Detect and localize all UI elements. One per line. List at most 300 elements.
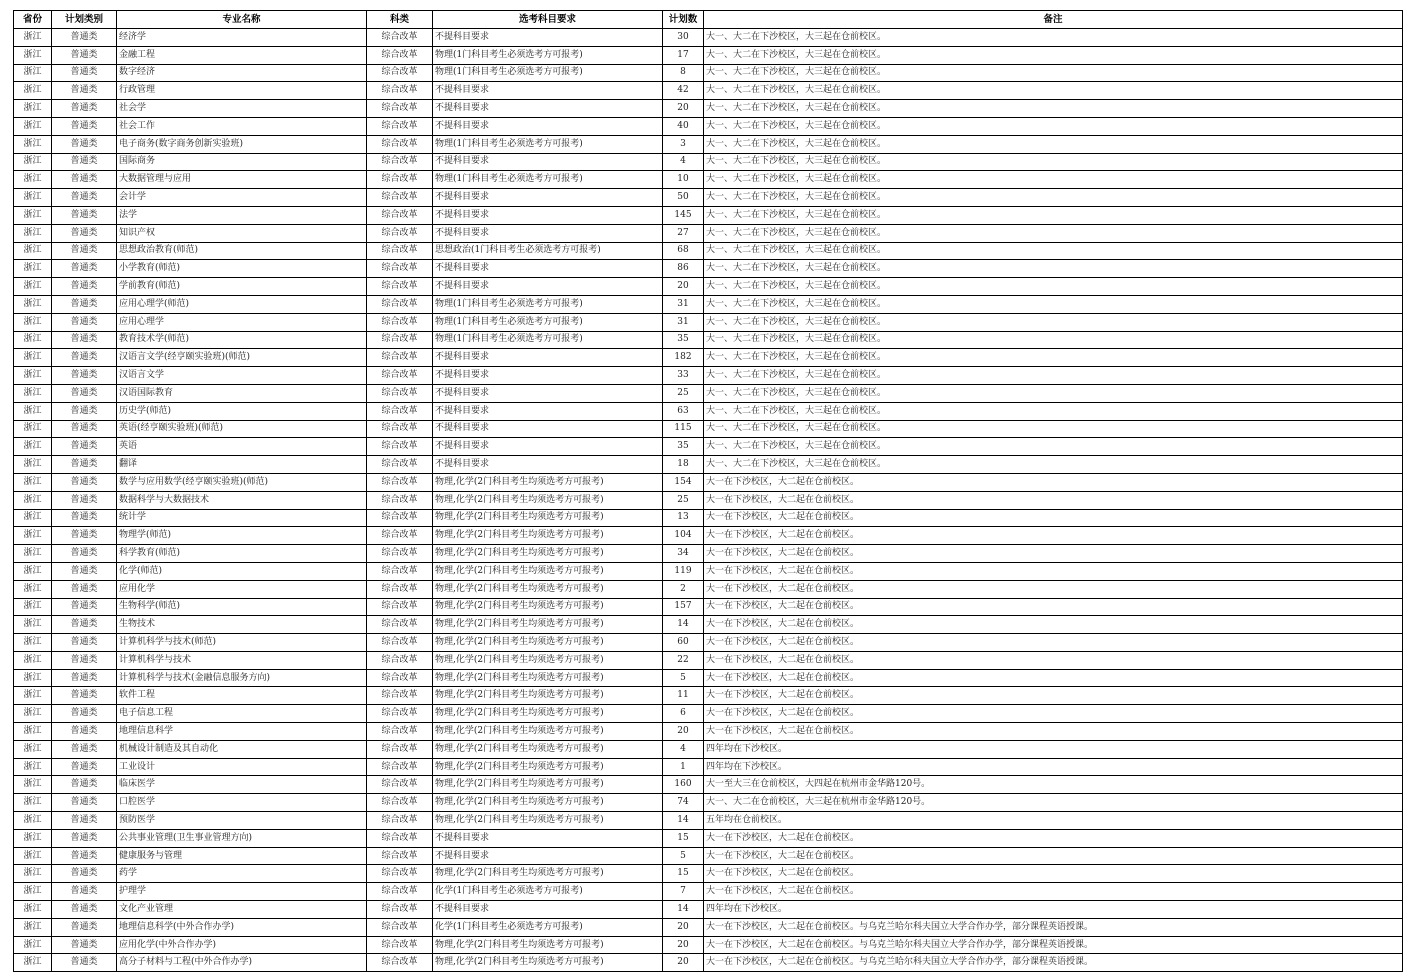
cell-province: 浙江	[14, 153, 52, 171]
cell-plan-category: 普通类	[52, 705, 117, 723]
cell-subject-type: 综合改革	[367, 562, 433, 580]
cell-subject-requirement: 物理(1门科目考生必须选考方可报考)	[433, 295, 663, 313]
cell-subject-type: 综合改革	[367, 545, 433, 563]
cell-subject-type: 综合改革	[367, 331, 433, 349]
cell-subject-requirement: 物理,化学(2门科目考生均须选考方可报考)	[433, 669, 663, 687]
table-row	[14, 295, 1403, 313]
cell-province: 浙江	[14, 349, 52, 367]
cell-remarks: 大一、大二在仓前校区，大三起在杭州市金华路120号。	[704, 794, 1403, 812]
header-major-name: 专业名称	[117, 11, 367, 29]
cell-plan-category: 普通类	[52, 651, 117, 669]
cell-subject-requirement: 物理,化学(2门科目考生均须选考方可报考)	[433, 562, 663, 580]
cell-province: 浙江	[14, 883, 52, 901]
cell-remarks: 大一在下沙校区，大二起在仓前校区。	[704, 865, 1403, 883]
cell-major-name: 应用化学	[117, 580, 367, 598]
cell-plan-category: 普通类	[52, 954, 117, 972]
table-row	[14, 189, 1403, 207]
cell-major-name: 机械设计制造及其自动化	[117, 740, 367, 758]
cell-subject-type: 综合改革	[367, 758, 433, 776]
table-row	[14, 242, 1403, 260]
table-row	[14, 135, 1403, 153]
cell-plan-count: 5	[663, 669, 704, 687]
cell-remarks: 大一、大二在下沙校区，大三起在仓前校区。	[704, 349, 1403, 367]
header-plan-count: 计划数	[663, 11, 704, 29]
cell-subject-type: 综合改革	[367, 491, 433, 509]
cell-remarks: 大一在下沙校区，大二起在仓前校区。	[704, 545, 1403, 563]
cell-province: 浙江	[14, 402, 52, 420]
cell-subject-type: 综合改革	[367, 527, 433, 545]
cell-major-name: 小学教育(师范)	[117, 260, 367, 278]
cell-plan-count: 15	[663, 865, 704, 883]
cell-plan-count: 11	[663, 687, 704, 705]
cell-major-name: 计算机科学与技术	[117, 651, 367, 669]
cell-subject-type: 综合改革	[367, 384, 433, 402]
cell-subject-type: 综合改革	[367, 740, 433, 758]
cell-plan-category: 普通类	[52, 29, 117, 47]
cell-major-name: 电子商务(数字商务创新实验班)	[117, 135, 367, 153]
cell-major-name: 文化产业管理	[117, 901, 367, 919]
cell-remarks: 大一、大二在下沙校区，大三起在仓前校区。	[704, 402, 1403, 420]
table-row	[14, 171, 1403, 189]
cell-province: 浙江	[14, 46, 52, 64]
table-row	[14, 651, 1403, 669]
cell-province: 浙江	[14, 527, 52, 545]
cell-plan-count: 160	[663, 776, 704, 794]
table-row	[14, 64, 1403, 82]
cell-remarks: 大一、大二在下沙校区，大三起在仓前校区。	[704, 420, 1403, 438]
cell-major-name: 电子信息工程	[117, 705, 367, 723]
cell-subject-type: 综合改革	[367, 776, 433, 794]
cell-remarks: 四年均在下沙校区。	[704, 901, 1403, 919]
cell-plan-category: 普通类	[52, 812, 117, 830]
table-body	[14, 29, 1403, 972]
cell-major-name: 地理信息科学(中外合作办学)	[117, 918, 367, 936]
cell-subject-type: 综合改革	[367, 651, 433, 669]
cell-subject-requirement: 物理,化学(2门科目考生均须选考方可报考)	[433, 473, 663, 491]
cell-plan-category: 普通类	[52, 740, 117, 758]
table-row	[14, 82, 1403, 100]
cell-subject-type: 综合改革	[367, 473, 433, 491]
table-row	[14, 740, 1403, 758]
cell-major-name: 社会工作	[117, 117, 367, 135]
cell-subject-requirement: 不提科目要求	[433, 153, 663, 171]
cell-plan-count: 68	[663, 242, 704, 260]
table-row	[14, 723, 1403, 741]
table-row	[14, 598, 1403, 616]
cell-subject-type: 综合改革	[367, 829, 433, 847]
cell-plan-category: 普通类	[52, 420, 117, 438]
cell-subject-requirement: 不提科目要求	[433, 349, 663, 367]
cell-plan-category: 普通类	[52, 545, 117, 563]
cell-plan-count: 27	[663, 224, 704, 242]
cell-subject-requirement: 不提科目要求	[433, 384, 663, 402]
cell-plan-count: 35	[663, 438, 704, 456]
cell-remarks: 大一在下沙校区，大二起在仓前校区。	[704, 651, 1403, 669]
header-subject-requirement: 选考科目要求	[433, 11, 663, 29]
cell-subject-requirement: 不提科目要求	[433, 117, 663, 135]
cell-province: 浙江	[14, 313, 52, 331]
cell-plan-count: 20	[663, 100, 704, 118]
table-row	[14, 545, 1403, 563]
cell-remarks: 大一在下沙校区，大二起在仓前校区。	[704, 473, 1403, 491]
cell-plan-category: 普通类	[52, 100, 117, 118]
cell-major-name: 数据科学与大数据技术	[117, 491, 367, 509]
cell-subject-requirement: 不提科目要求	[433, 82, 663, 100]
cell-plan-count: 17	[663, 46, 704, 64]
cell-subject-type: 综合改革	[367, 456, 433, 474]
cell-remarks: 大一在下沙校区，大二起在仓前校区。与乌克兰哈尔科夫国立大学合作办学，部分课程英语授课。	[704, 954, 1403, 972]
cell-province: 浙江	[14, 562, 52, 580]
cell-subject-requirement: 不提科目要求	[433, 438, 663, 456]
cell-plan-category: 普通类	[52, 206, 117, 224]
cell-remarks: 大一、大二在下沙校区，大三起在仓前校区。	[704, 242, 1403, 260]
cell-plan-count: 7	[663, 883, 704, 901]
cell-plan-category: 普通类	[52, 794, 117, 812]
cell-subject-requirement: 不提科目要求	[433, 224, 663, 242]
table-row	[14, 384, 1403, 402]
cell-subject-type: 综合改革	[367, 794, 433, 812]
cell-plan-category: 普通类	[52, 865, 117, 883]
cell-subject-requirement: 不提科目要求	[433, 260, 663, 278]
cell-subject-type: 综合改革	[367, 46, 433, 64]
cell-plan-count: 74	[663, 794, 704, 812]
cell-subject-requirement: 物理,化学(2门科目考生均须选考方可报考)	[433, 509, 663, 527]
cell-plan-category: 普通类	[52, 758, 117, 776]
cell-remarks: 大一在下沙校区，大二起在仓前校区。与乌克兰哈尔科夫国立大学合作办学，部分课程英语授课。	[704, 936, 1403, 954]
cell-province: 浙江	[14, 384, 52, 402]
table-row	[14, 901, 1403, 919]
cell-remarks: 大一在下沙校区，大二起在仓前校区。	[704, 687, 1403, 705]
cell-province: 浙江	[14, 438, 52, 456]
cell-plan-count: 6	[663, 705, 704, 723]
cell-plan-count: 42	[663, 82, 704, 100]
cell-plan-category: 普通类	[52, 153, 117, 171]
cell-major-name: 化学(师范)	[117, 562, 367, 580]
table-row	[14, 260, 1403, 278]
cell-major-name: 社会学	[117, 100, 367, 118]
cell-major-name: 生物科学(师范)	[117, 598, 367, 616]
table-row	[14, 491, 1403, 509]
table-row	[14, 687, 1403, 705]
cell-major-name: 翻译	[117, 456, 367, 474]
cell-province: 浙江	[14, 135, 52, 153]
cell-subject-requirement: 物理,化学(2门科目考生均须选考方可报考)	[433, 491, 663, 509]
cell-plan-count: 63	[663, 402, 704, 420]
cell-major-name: 英语(经亨颐实验班)(师范)	[117, 420, 367, 438]
cell-major-name: 药学	[117, 865, 367, 883]
cell-province: 浙江	[14, 705, 52, 723]
cell-remarks: 大一、大二在下沙校区，大三起在仓前校区。	[704, 46, 1403, 64]
cell-remarks: 大一、大二在下沙校区，大三起在仓前校区。	[704, 224, 1403, 242]
cell-remarks: 大一在下沙校区，大二起在仓前校区。	[704, 634, 1403, 652]
cell-subject-type: 综合改革	[367, 278, 433, 296]
cell-plan-category: 普通类	[52, 295, 117, 313]
cell-province: 浙江	[14, 794, 52, 812]
cell-subject-type: 综合改革	[367, 705, 433, 723]
cell-province: 浙江	[14, 491, 52, 509]
cell-plan-category: 普通类	[52, 687, 117, 705]
cell-plan-category: 普通类	[52, 456, 117, 474]
table-row	[14, 580, 1403, 598]
cell-subject-type: 综合改革	[367, 260, 433, 278]
cell-province: 浙江	[14, 651, 52, 669]
cell-remarks: 大一在下沙校区，大二起在仓前校区。	[704, 829, 1403, 847]
cell-plan-count: 14	[663, 901, 704, 919]
cell-remarks: 大一、大二在下沙校区，大三起在仓前校区。	[704, 456, 1403, 474]
cell-plan-count: 50	[663, 189, 704, 207]
cell-plan-count: 20	[663, 278, 704, 296]
cell-plan-count: 33	[663, 367, 704, 385]
cell-plan-category: 普通类	[52, 64, 117, 82]
cell-subject-requirement: 不提科目要求	[433, 206, 663, 224]
cell-subject-requirement: 不提科目要求	[433, 420, 663, 438]
cell-plan-category: 普通类	[52, 509, 117, 527]
cell-subject-type: 综合改革	[367, 295, 433, 313]
table-row	[14, 278, 1403, 296]
cell-subject-type: 综合改革	[367, 135, 433, 153]
cell-province: 浙江	[14, 723, 52, 741]
cell-major-name: 法学	[117, 206, 367, 224]
cell-remarks: 大一在下沙校区，大二起在仓前校区。	[704, 491, 1403, 509]
cell-major-name: 公共事业管理(卫生事业管理方向)	[117, 829, 367, 847]
cell-subject-type: 综合改革	[367, 189, 433, 207]
cell-subject-type: 综合改革	[367, 100, 433, 118]
cell-plan-category: 普通类	[52, 776, 117, 794]
cell-subject-requirement: 不提科目要求	[433, 901, 663, 919]
cell-remarks: 大一在下沙校区，大二起在仓前校区。	[704, 705, 1403, 723]
cell-major-name: 知识产权	[117, 224, 367, 242]
cell-major-name: 教育技术学(师范)	[117, 331, 367, 349]
table-row	[14, 669, 1403, 687]
cell-province: 浙江	[14, 331, 52, 349]
cell-plan-count: 25	[663, 491, 704, 509]
cell-subject-requirement: 物理,化学(2门科目考生均须选考方可报考)	[433, 740, 663, 758]
cell-subject-requirement: 物理,化学(2门科目考生均须选考方可报考)	[433, 936, 663, 954]
cell-major-name: 汉语言文学(经亨颐实验班)(师范)	[117, 349, 367, 367]
cell-subject-type: 综合改革	[367, 153, 433, 171]
cell-plan-count: 1	[663, 758, 704, 776]
cell-plan-count: 20	[663, 723, 704, 741]
table-row	[14, 883, 1403, 901]
cell-province: 浙江	[14, 829, 52, 847]
cell-plan-category: 普通类	[52, 883, 117, 901]
cell-remarks: 大一在下沙校区，大二起在仓前校区。	[704, 598, 1403, 616]
cell-subject-type: 综合改革	[367, 509, 433, 527]
cell-remarks: 大一、大二在下沙校区，大三起在仓前校区。	[704, 82, 1403, 100]
cell-major-name: 高分子材料与工程(中外合作办学)	[117, 954, 367, 972]
cell-plan-count: 14	[663, 812, 704, 830]
cell-plan-count: 86	[663, 260, 704, 278]
cell-subject-requirement: 思想政治(1门科目考生必须选考方可报考)	[433, 242, 663, 260]
cell-plan-category: 普通类	[52, 723, 117, 741]
cell-remarks: 大一、大二在下沙校区，大三起在仓前校区。	[704, 29, 1403, 47]
cell-province: 浙江	[14, 367, 52, 385]
cell-major-name: 应用化学(中外合作办学)	[117, 936, 367, 954]
table-row	[14, 473, 1403, 491]
cell-subject-type: 综合改革	[367, 171, 433, 189]
cell-remarks: 大一在下沙校区，大二起在仓前校区。	[704, 669, 1403, 687]
cell-major-name: 口腔医学	[117, 794, 367, 812]
table-row	[14, 456, 1403, 474]
cell-remarks: 大一在下沙校区，大二起在仓前校区。	[704, 616, 1403, 634]
cell-major-name: 应用心理学(师范)	[117, 295, 367, 313]
cell-province: 浙江	[14, 295, 52, 313]
cell-major-name: 会计学	[117, 189, 367, 207]
cell-remarks: 大一至大三在仓前校区，大四起在杭州市金华路120号。	[704, 776, 1403, 794]
cell-subject-requirement: 不提科目要求	[433, 278, 663, 296]
cell-subject-type: 综合改革	[367, 812, 433, 830]
cell-province: 浙江	[14, 456, 52, 474]
cell-plan-category: 普通类	[52, 117, 117, 135]
cell-plan-category: 普通类	[52, 135, 117, 153]
table-row	[14, 865, 1403, 883]
cell-plan-category: 普通类	[52, 260, 117, 278]
cell-plan-count: 35	[663, 331, 704, 349]
cell-province: 浙江	[14, 812, 52, 830]
cell-subject-type: 综合改革	[367, 598, 433, 616]
cell-subject-requirement: 物理(1门科目考生必须选考方可报考)	[433, 64, 663, 82]
cell-subject-requirement: 物理,化学(2门科目考生均须选考方可报考)	[433, 954, 663, 972]
cell-major-name: 统计学	[117, 509, 367, 527]
cell-major-name: 预防医学	[117, 812, 367, 830]
cell-plan-count: 119	[663, 562, 704, 580]
cell-province: 浙江	[14, 206, 52, 224]
table-row	[14, 117, 1403, 135]
cell-plan-category: 普通类	[52, 349, 117, 367]
cell-subject-requirement: 物理,化学(2门科目考生均须选考方可报考)	[433, 527, 663, 545]
cell-province: 浙江	[14, 278, 52, 296]
cell-province: 浙江	[14, 171, 52, 189]
table-row	[14, 954, 1403, 972]
cell-province: 浙江	[14, 936, 52, 954]
table-row	[14, 313, 1403, 331]
table-row	[14, 936, 1403, 954]
cell-remarks: 大一、大二在下沙校区，大三起在仓前校区。	[704, 171, 1403, 189]
table-row	[14, 206, 1403, 224]
cell-subject-requirement: 物理,化学(2门科目考生均须选考方可报考)	[433, 580, 663, 598]
cell-plan-count: 30	[663, 29, 704, 47]
cell-plan-count: 182	[663, 349, 704, 367]
cell-plan-category: 普通类	[52, 598, 117, 616]
table-row	[14, 705, 1403, 723]
cell-remarks: 大一、大二在下沙校区，大三起在仓前校区。	[704, 117, 1403, 135]
cell-province: 浙江	[14, 29, 52, 47]
cell-plan-count: 18	[663, 456, 704, 474]
cell-province: 浙江	[14, 918, 52, 936]
cell-subject-type: 综合改革	[367, 367, 433, 385]
cell-province: 浙江	[14, 758, 52, 776]
cell-plan-category: 普通类	[52, 438, 117, 456]
cell-plan-category: 普通类	[52, 634, 117, 652]
cell-major-name: 大数据管理与应用	[117, 171, 367, 189]
cell-major-name: 科学教育(师范)	[117, 545, 367, 563]
cell-province: 浙江	[14, 634, 52, 652]
cell-province: 浙江	[14, 954, 52, 972]
table-row	[14, 794, 1403, 812]
cell-plan-category: 普通类	[52, 616, 117, 634]
cell-major-name: 计算机科学与技术(金融信息服务方向)	[117, 669, 367, 687]
cell-plan-category: 普通类	[52, 847, 117, 865]
cell-province: 浙江	[14, 473, 52, 491]
table-row	[14, 562, 1403, 580]
cell-remarks: 大一、大二在下沙校区，大三起在仓前校区。	[704, 438, 1403, 456]
cell-subject-requirement: 不提科目要求	[433, 402, 663, 420]
cell-plan-count: 15	[663, 829, 704, 847]
table-row	[14, 402, 1403, 420]
cell-remarks: 大一、大二在下沙校区，大三起在仓前校区。	[704, 100, 1403, 118]
cell-subject-requirement: 化学(1门科目考生必须选考方可报考)	[433, 918, 663, 936]
cell-major-name: 历史学(师范)	[117, 402, 367, 420]
table-row	[14, 509, 1403, 527]
cell-subject-requirement: 物理(1门科目考生必须选考方可报考)	[433, 313, 663, 331]
cell-province: 浙江	[14, 580, 52, 598]
table-row	[14, 758, 1403, 776]
table-row	[14, 438, 1403, 456]
table-row	[14, 847, 1403, 865]
cell-subject-type: 综合改革	[367, 117, 433, 135]
cell-province: 浙江	[14, 598, 52, 616]
cell-plan-count: 4	[663, 153, 704, 171]
cell-subject-requirement: 物理,化学(2门科目考生均须选考方可报考)	[433, 545, 663, 563]
cell-plan-count: 14	[663, 616, 704, 634]
cell-plan-count: 13	[663, 509, 704, 527]
cell-major-name: 物理学(师范)	[117, 527, 367, 545]
cell-province: 浙江	[14, 865, 52, 883]
cell-subject-type: 综合改革	[367, 224, 433, 242]
cell-subject-type: 综合改革	[367, 669, 433, 687]
cell-remarks: 大一、大二在下沙校区，大三起在仓前校区。	[704, 331, 1403, 349]
cell-subject-type: 综合改革	[367, 402, 433, 420]
cell-remarks: 大一、大二在下沙校区，大三起在仓前校区。	[704, 367, 1403, 385]
cell-province: 浙江	[14, 260, 52, 278]
cell-subject-requirement: 不提科目要求	[433, 847, 663, 865]
cell-plan-category: 普通类	[52, 242, 117, 260]
table-row	[14, 46, 1403, 64]
cell-major-name: 国际商务	[117, 153, 367, 171]
cell-remarks: 大一在下沙校区，大二起在仓前校区。	[704, 562, 1403, 580]
cell-plan-count: 157	[663, 598, 704, 616]
cell-subject-requirement: 不提科目要求	[433, 29, 663, 47]
cell-plan-category: 普通类	[52, 829, 117, 847]
cell-subject-type: 综合改革	[367, 634, 433, 652]
cell-subject-type: 综合改革	[367, 687, 433, 705]
cell-province: 浙江	[14, 776, 52, 794]
cell-major-name: 金融工程	[117, 46, 367, 64]
cell-major-name: 经济学	[117, 29, 367, 47]
cell-major-name: 行政管理	[117, 82, 367, 100]
cell-major-name: 计算机科学与技术(师范)	[117, 634, 367, 652]
cell-major-name: 地理信息科学	[117, 723, 367, 741]
cell-province: 浙江	[14, 64, 52, 82]
table-row	[14, 100, 1403, 118]
cell-province: 浙江	[14, 687, 52, 705]
table-row	[14, 918, 1403, 936]
cell-plan-category: 普通类	[52, 527, 117, 545]
cell-plan-category: 普通类	[52, 171, 117, 189]
table-row	[14, 776, 1403, 794]
cell-subject-type: 综合改革	[367, 954, 433, 972]
cell-major-name: 学前教育(师范)	[117, 278, 367, 296]
cell-plan-category: 普通类	[52, 224, 117, 242]
cell-remarks: 大一在下沙校区，大二起在仓前校区。	[704, 883, 1403, 901]
cell-plan-category: 普通类	[52, 278, 117, 296]
table-row	[14, 153, 1403, 171]
cell-subject-requirement: 物理(1门科目考生必须选考方可报考)	[433, 171, 663, 189]
cell-remarks: 大一、大二在下沙校区，大三起在仓前校区。	[704, 189, 1403, 207]
cell-province: 浙江	[14, 100, 52, 118]
cell-plan-count: 34	[663, 545, 704, 563]
cell-major-name: 生物技术	[117, 616, 367, 634]
